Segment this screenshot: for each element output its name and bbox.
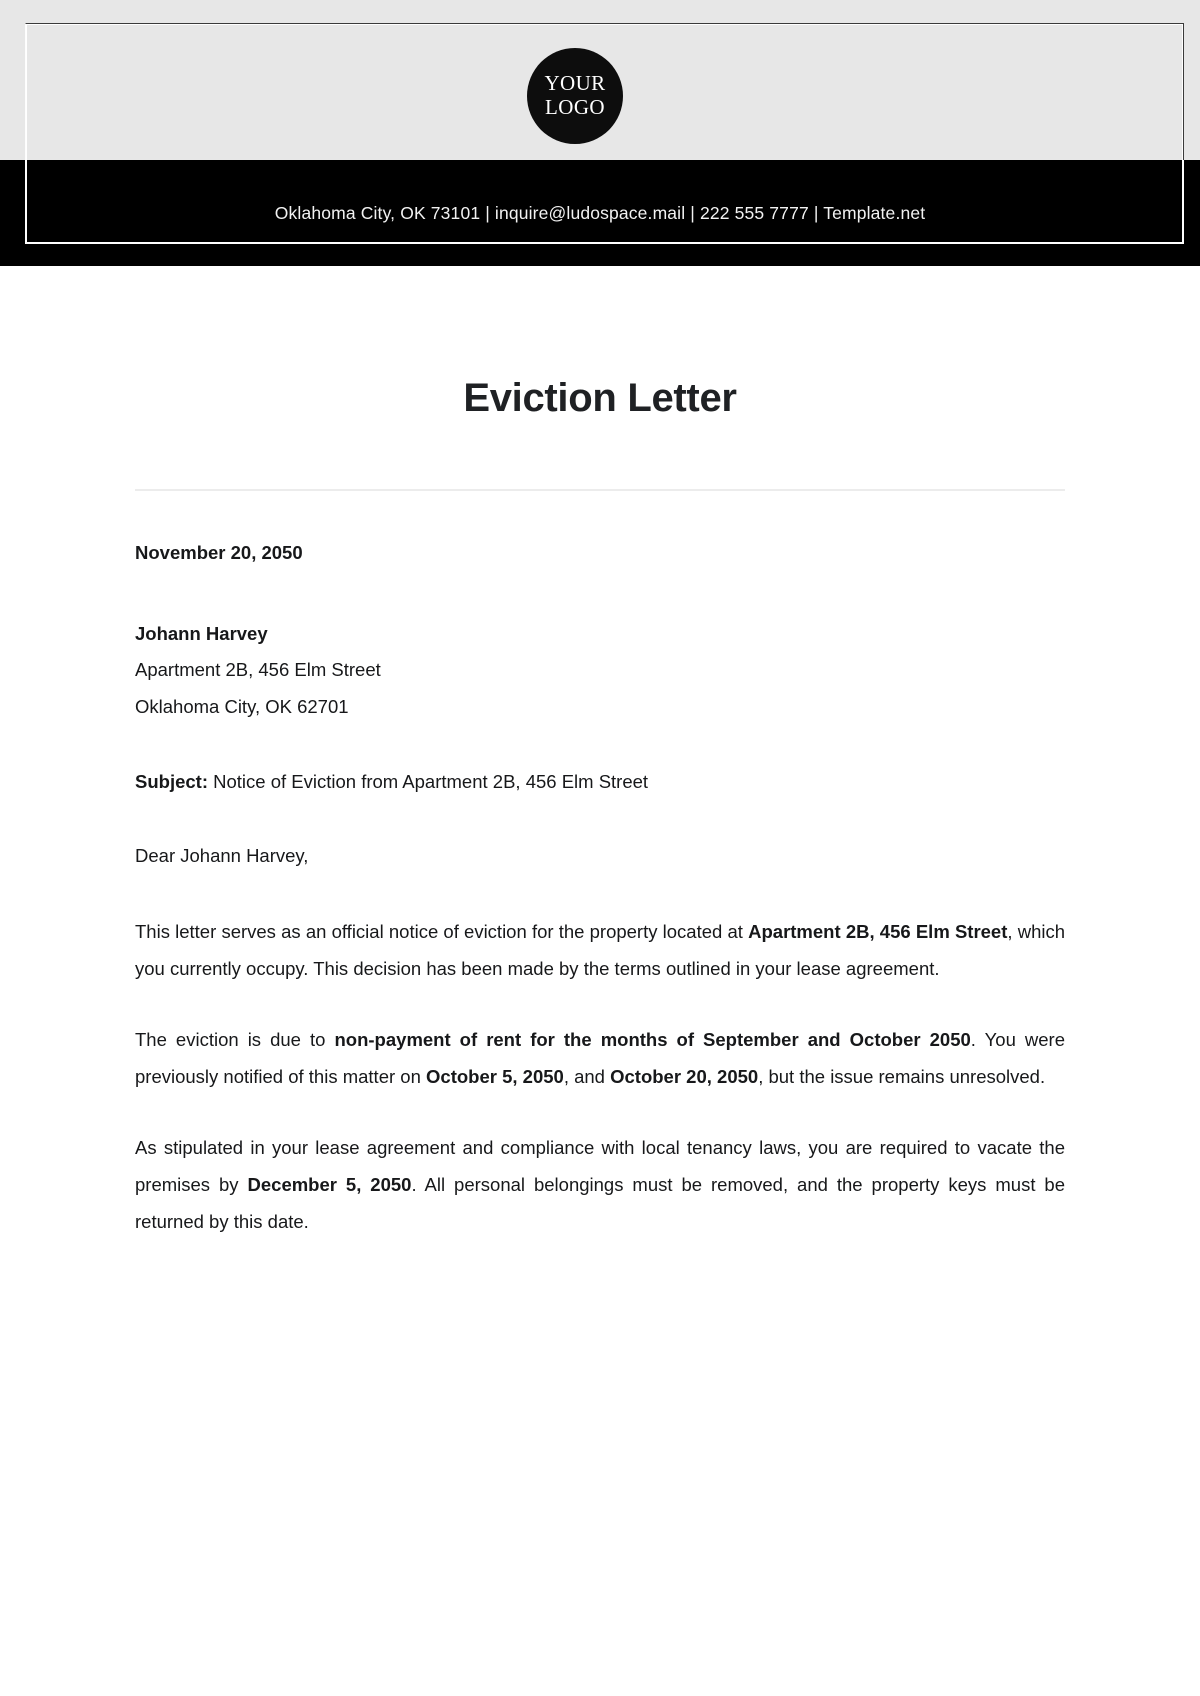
body-text: This letter serves as an official notice of eviction for the property located at	[135, 920, 749, 942]
body-text: As stipulated in your lease agreement and compliance with local tenancy laws, you are required to vacate the premises by	[135, 1136, 1065, 1195]
body-paragraph-1	[135, 913, 1065, 987]
contact-bar	[0, 160, 1200, 266]
emphasis-text: December 5, 2050	[247, 1173, 412, 1195]
body-paragraph-2	[135, 1021, 1065, 1095]
emphasis-text: October 20, 2050	[610, 1065, 759, 1087]
spacer	[135, 987, 1065, 1021]
letter-body	[135, 491, 1065, 1240]
emphasis-text: October 5, 2050	[426, 1065, 564, 1087]
subject-text: Notice of Eviction from Apartment 2B, 456 Elm Street	[207, 770, 649, 792]
logo-line-1: YOUR	[544, 71, 606, 96]
subject-label: Subject:	[135, 770, 208, 792]
emphasis-text: Apartment 2B, 456 Elm Street	[748, 920, 1008, 942]
emphasis-text: non-payment of rent for the months of September and October 2050	[334, 1028, 971, 1050]
logo-line-2: LOGO	[545, 95, 605, 119]
body-text: , which you currently occupy. This decision has been made by the terms outlined in your lease agreement.	[135, 920, 1066, 979]
body-text: The eviction is due to	[135, 1028, 335, 1050]
body-text: , and	[563, 1065, 611, 1087]
recipient-address-line-2: Oklahoma City, OK 62701	[135, 695, 349, 717]
body-paragraph-3	[135, 1129, 1065, 1240]
page-title: Eviction Letter	[463, 376, 737, 420]
subject-line	[135, 764, 1065, 801]
salutation: Dear Johann Harvey,	[135, 845, 309, 867]
spacer	[135, 800, 1065, 838]
recipient-address-line-1: Apartment 2B, 456 Elm Street	[135, 659, 381, 681]
letterhead-header	[0, 0, 1200, 266]
logo-placeholder	[527, 48, 623, 144]
body-text: . You were previously notified of this matter on	[135, 1028, 1065, 1087]
spacer	[135, 1095, 1065, 1129]
contact-info-text: Oklahoma City, OK 73101 | inquire@ludospace.mail | 222 555 7777 | Template.net	[274, 202, 926, 223]
letter-date: November 20, 2050	[135, 542, 303, 563]
spacer	[135, 572, 1065, 616]
body-text: , but the issue remains unresolved.	[758, 1065, 1046, 1087]
recipient-name: Johann Harvey	[135, 622, 268, 644]
spacer	[135, 726, 1065, 764]
spacer	[135, 875, 1065, 913]
body-text: . All personal belongings must be removed, and the property keys must be returned by this date.	[135, 1173, 1065, 1232]
